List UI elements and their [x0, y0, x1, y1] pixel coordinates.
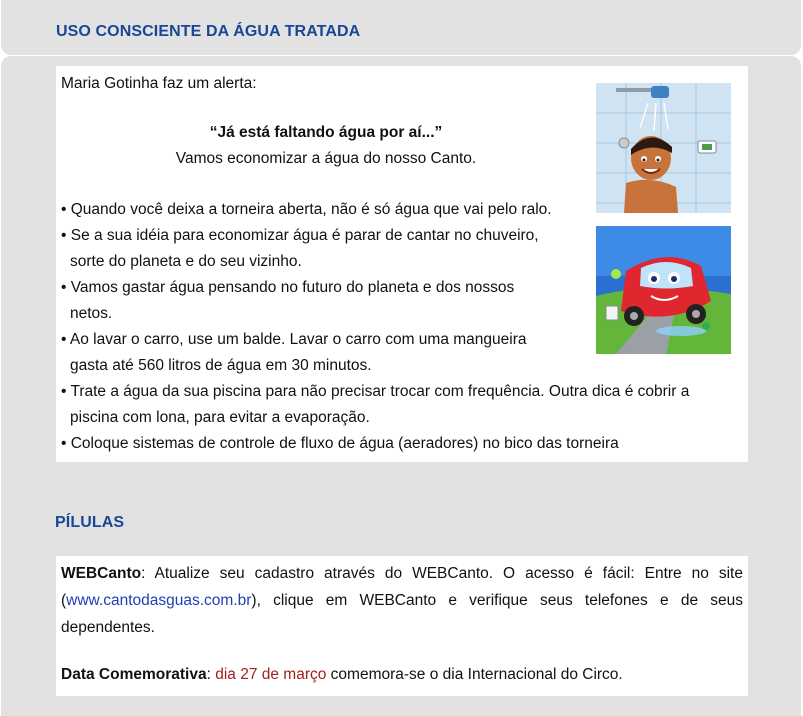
section-title-pilulas: PÍLULAS	[55, 514, 125, 531]
tip-line: gasta até 560 litros de água em 30 minutos.	[70, 357, 372, 374]
date-separator: :	[206, 666, 216, 683]
tip-line: sorte do planeta e do seu vizinho.	[70, 253, 302, 270]
webcanto-label: WEBCanto	[61, 565, 142, 582]
webcanto-text-2: ), clique em WEBCanto e verifique seus telefones e de seus dependentes.	[61, 592, 743, 636]
date-highlight: dia 27 de março	[215, 666, 327, 683]
tip-line: piscina com lona, para evitar a evaporação.	[70, 409, 370, 426]
date-paragraph	[61, 661, 743, 688]
pilulas-box	[56, 556, 748, 696]
date-text: comemora-se o dia Internacional do Circo.	[326, 666, 623, 683]
tip-line: • Coloque sistemas de controle de fluxo de água (aeradores) no bico das torneira	[61, 435, 619, 452]
quote-text: “Já está faltando água por aí...”	[209, 124, 443, 141]
article-box	[56, 66, 748, 462]
intro-text: Maria Gotinha faz um alerta:	[61, 75, 257, 92]
tip-line: netos.	[70, 305, 113, 322]
webcanto-text-1: : Atualize seu cadastro através do WEBCanto. O acesso é fácil: Entre no site (	[61, 565, 743, 609]
date-label: Data Comemorativa	[61, 666, 207, 683]
tip-line: • Ao lavar o carro, use um balde. Lavar o carro com uma mangueira	[61, 331, 527, 348]
car-wash-illustration	[596, 226, 731, 354]
tip-line: • Trate a água da sua piscina para não precisar trocar com frequência. Outra dica é cobrir a	[61, 383, 690, 400]
tip-line: • Vamos gastar água pensando no futuro do planeta e dos nossos	[61, 279, 515, 296]
subquote-text: Vamos economizar a água do nosso Canto.	[175, 150, 477, 167]
tip-line: • Quando você deixa a torneira aberta, não é só água que vai pelo ralo.	[61, 201, 552, 218]
header-panel	[1, 0, 801, 55]
tip-line: • Se a sua idéia para economizar água é parar de cantar no chuveiro,	[61, 227, 539, 244]
shower-illustration	[596, 83, 731, 213]
webcanto-paragraph	[61, 560, 743, 641]
webcanto-site-link[interactable]: www.cantodasguas.com.br	[66, 592, 252, 609]
section-title-agua: USO CONSCIENTE DA ÁGUA TRATADA	[56, 23, 361, 40]
